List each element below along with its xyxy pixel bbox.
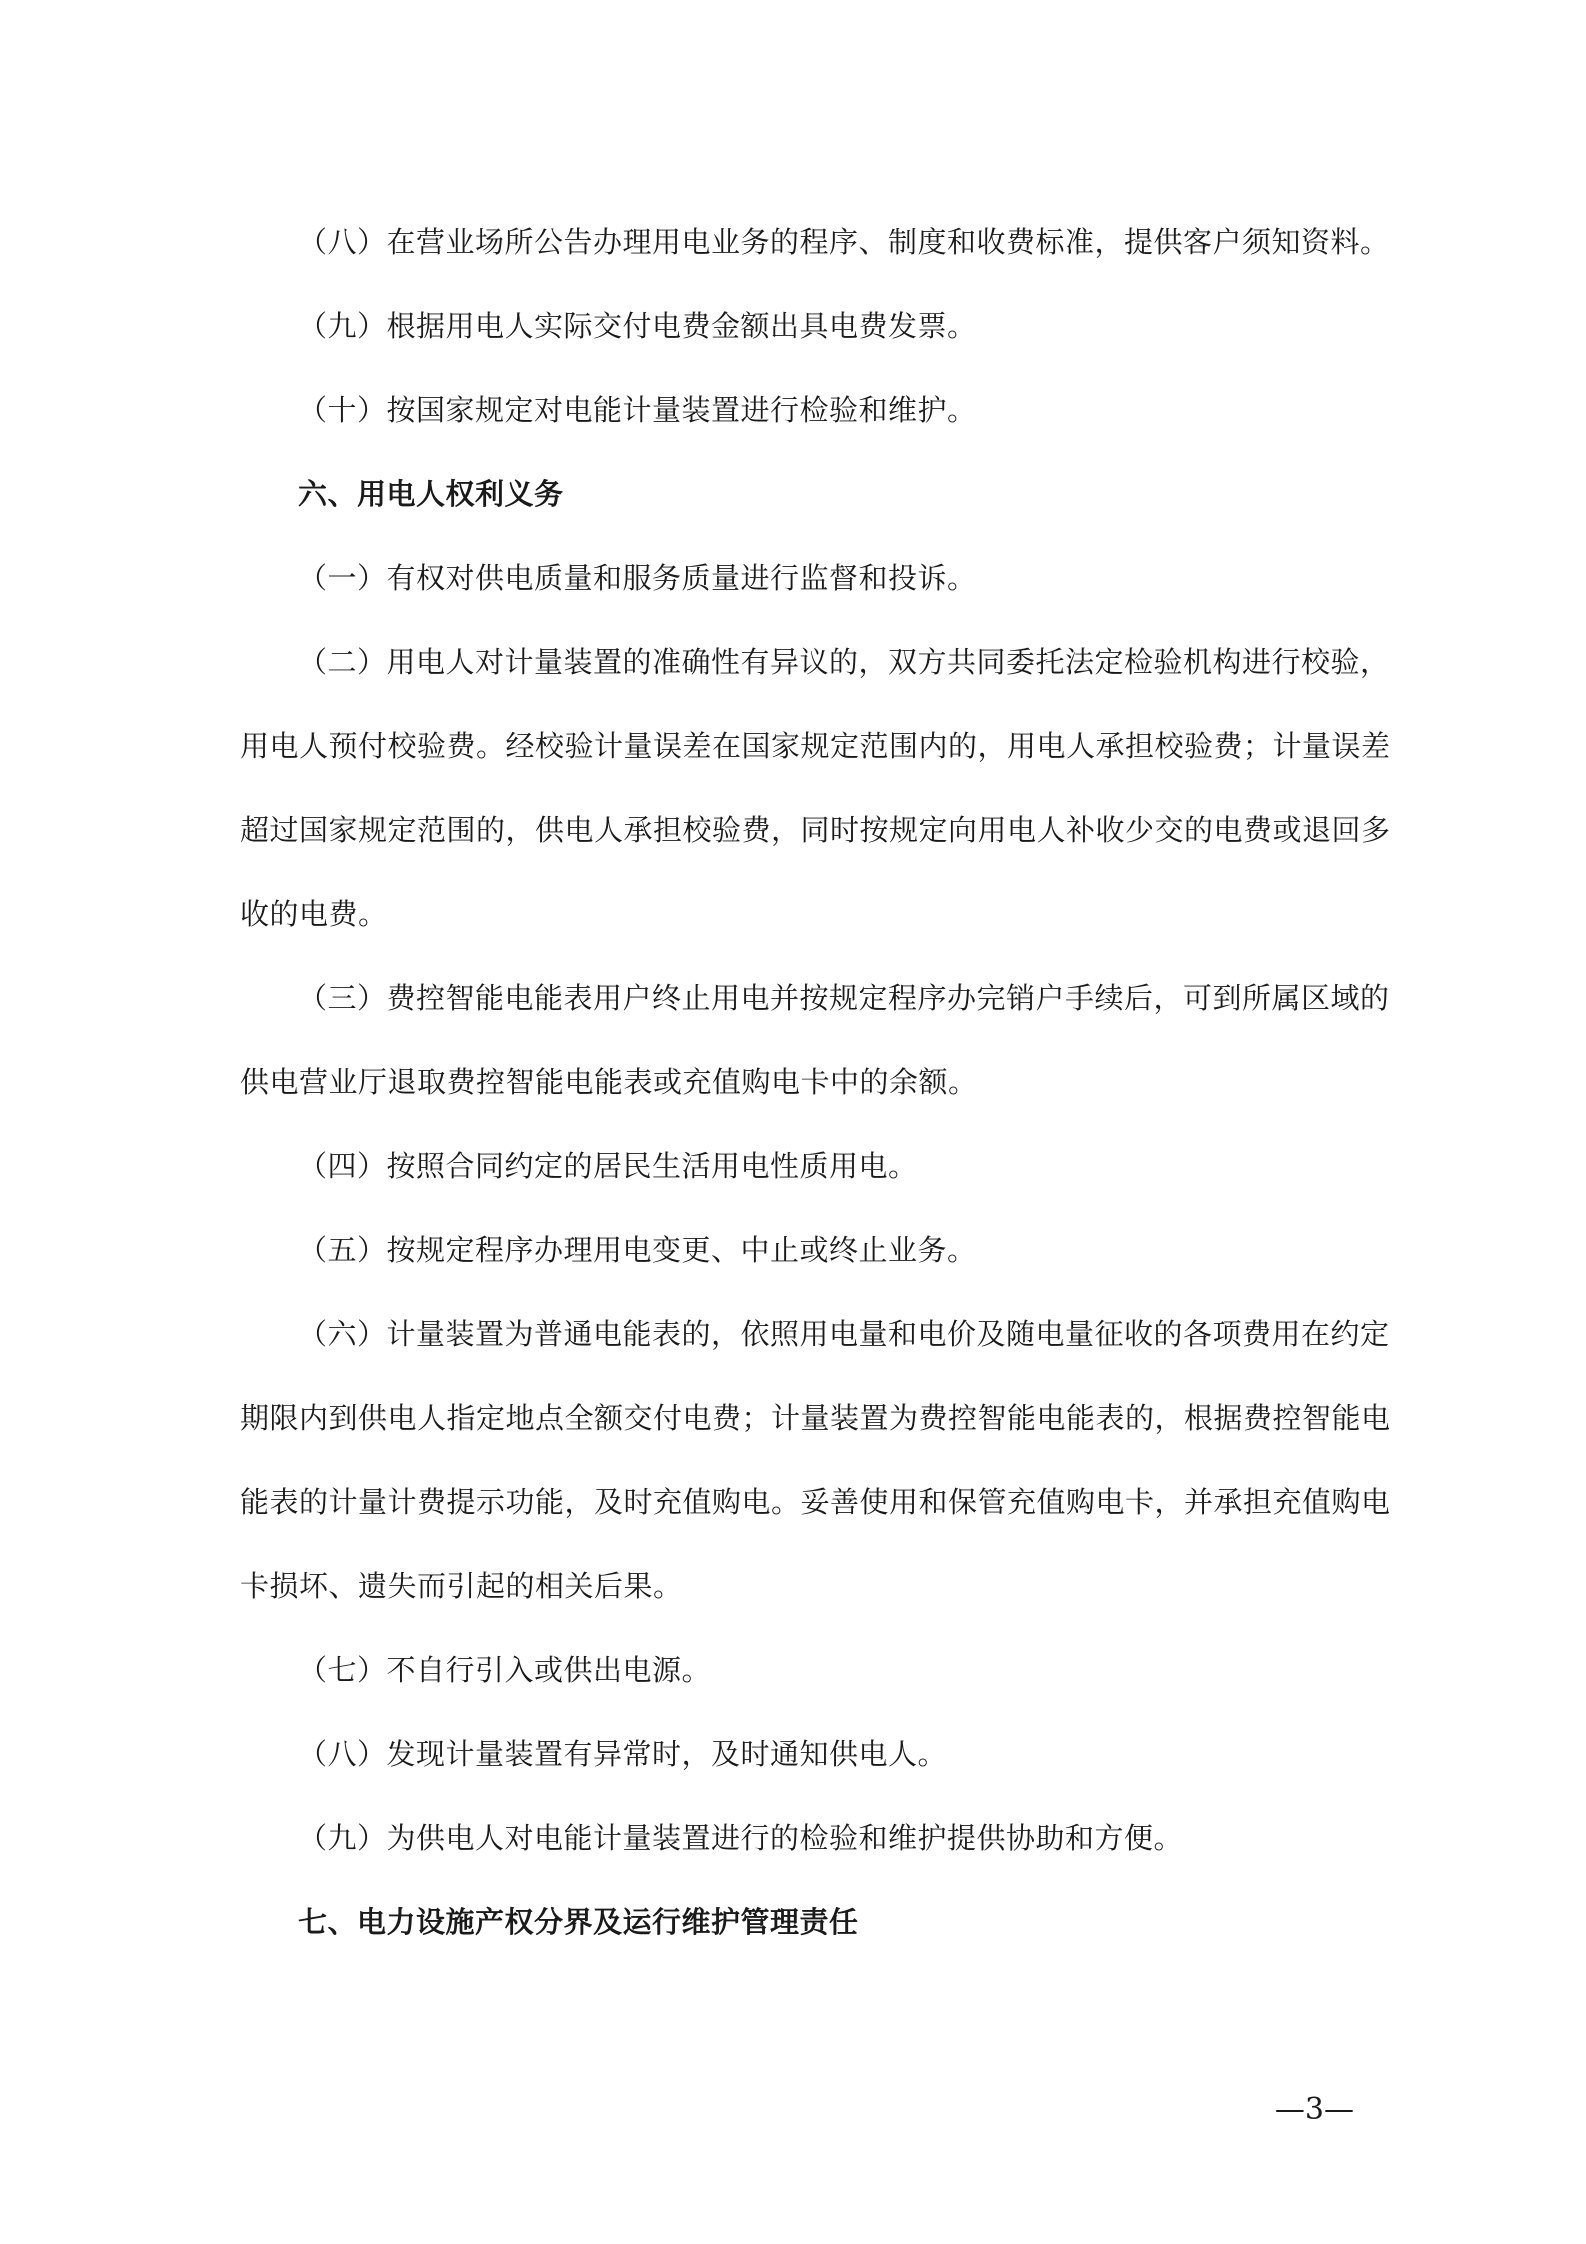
clause-9-user: （九）为供电人对电能计量装置进行的检验和维护提供协助和方便。 [298,1821,1184,1855]
clause-3-user-line-2: 供电营业厅退取费控智能电能表或充值购电卡中的余额。 [240,1065,978,1099]
clause-8-user: （八）发现计量装置有异常时，及时通知供电人。 [298,1737,948,1771]
clause-1-user: （一）有权对供电质量和服务质量进行监督和投诉。 [298,561,977,595]
section-heading-7: 七、电力设施产权分界及运行维护管理责任 [298,1905,859,1939]
clause-2-user-line-3: 超过国家规定范围的，供电人承担校验费，同时按规定向用电人补收少交的电费或退回多 [240,813,1391,847]
clause-7-user: （七）不自行引入或供出电源。 [298,1653,712,1687]
clause-3-user-line-1: （三）费控智能电能表用户终止用电并按规定程序办完销户手续后，可到所属区域的 [298,981,1390,1015]
clause-5-user: （五）按规定程序办理用电变更、中止或终止业务。 [298,1233,977,1267]
clause-2-user-line-2: 用电人预付校验费。经校验计量误差在国家规定范围内的，用电人承担校验费；计量误差 [240,729,1391,763]
clause-2-user-line-4: 收的电费。 [240,897,388,931]
document-body [240,200,1391,1964]
page-number: —3— [1274,2092,1354,2127]
clause-4-user: （四）按照合同约定的居民生活用电性质用电。 [298,1149,918,1183]
clause-8-supplier: （八）在营业场所公告办理用电业务的程序、制度和收费标准，提供客户须知资料。 [298,225,1390,259]
clause-2-user-line-1: （二）用电人对计量装置的准确性有异议的，双方共同委托法定检验机构进行校验， [298,645,1390,679]
section-heading-6: 六、用电人权利义务 [298,477,564,511]
clause-6-user-line-1: （六）计量装置为普通电能表的，依照用电量和电价及随电量征收的各项费用在约定 [298,1317,1390,1351]
clause-6-user-line-4: 卡损坏、遗失而引起的相关后果。 [240,1569,683,1603]
clause-10-supplier: （十）按国家规定对电能计量装置进行检验和维护。 [298,393,977,427]
clause-6-user-line-3: 能表的计量计费提示功能，及时充值购电。妥善使用和保管充值购电卡，并承担充值购电 [240,1485,1391,1519]
clause-6-user-line-2: 期限内到供电人指定地点全额交付电费；计量装置为费控智能电能表的，根据费控智能电 [240,1401,1391,1435]
clause-9-supplier: （九）根据用电人实际交付电费金额出具电费发票。 [298,309,977,343]
